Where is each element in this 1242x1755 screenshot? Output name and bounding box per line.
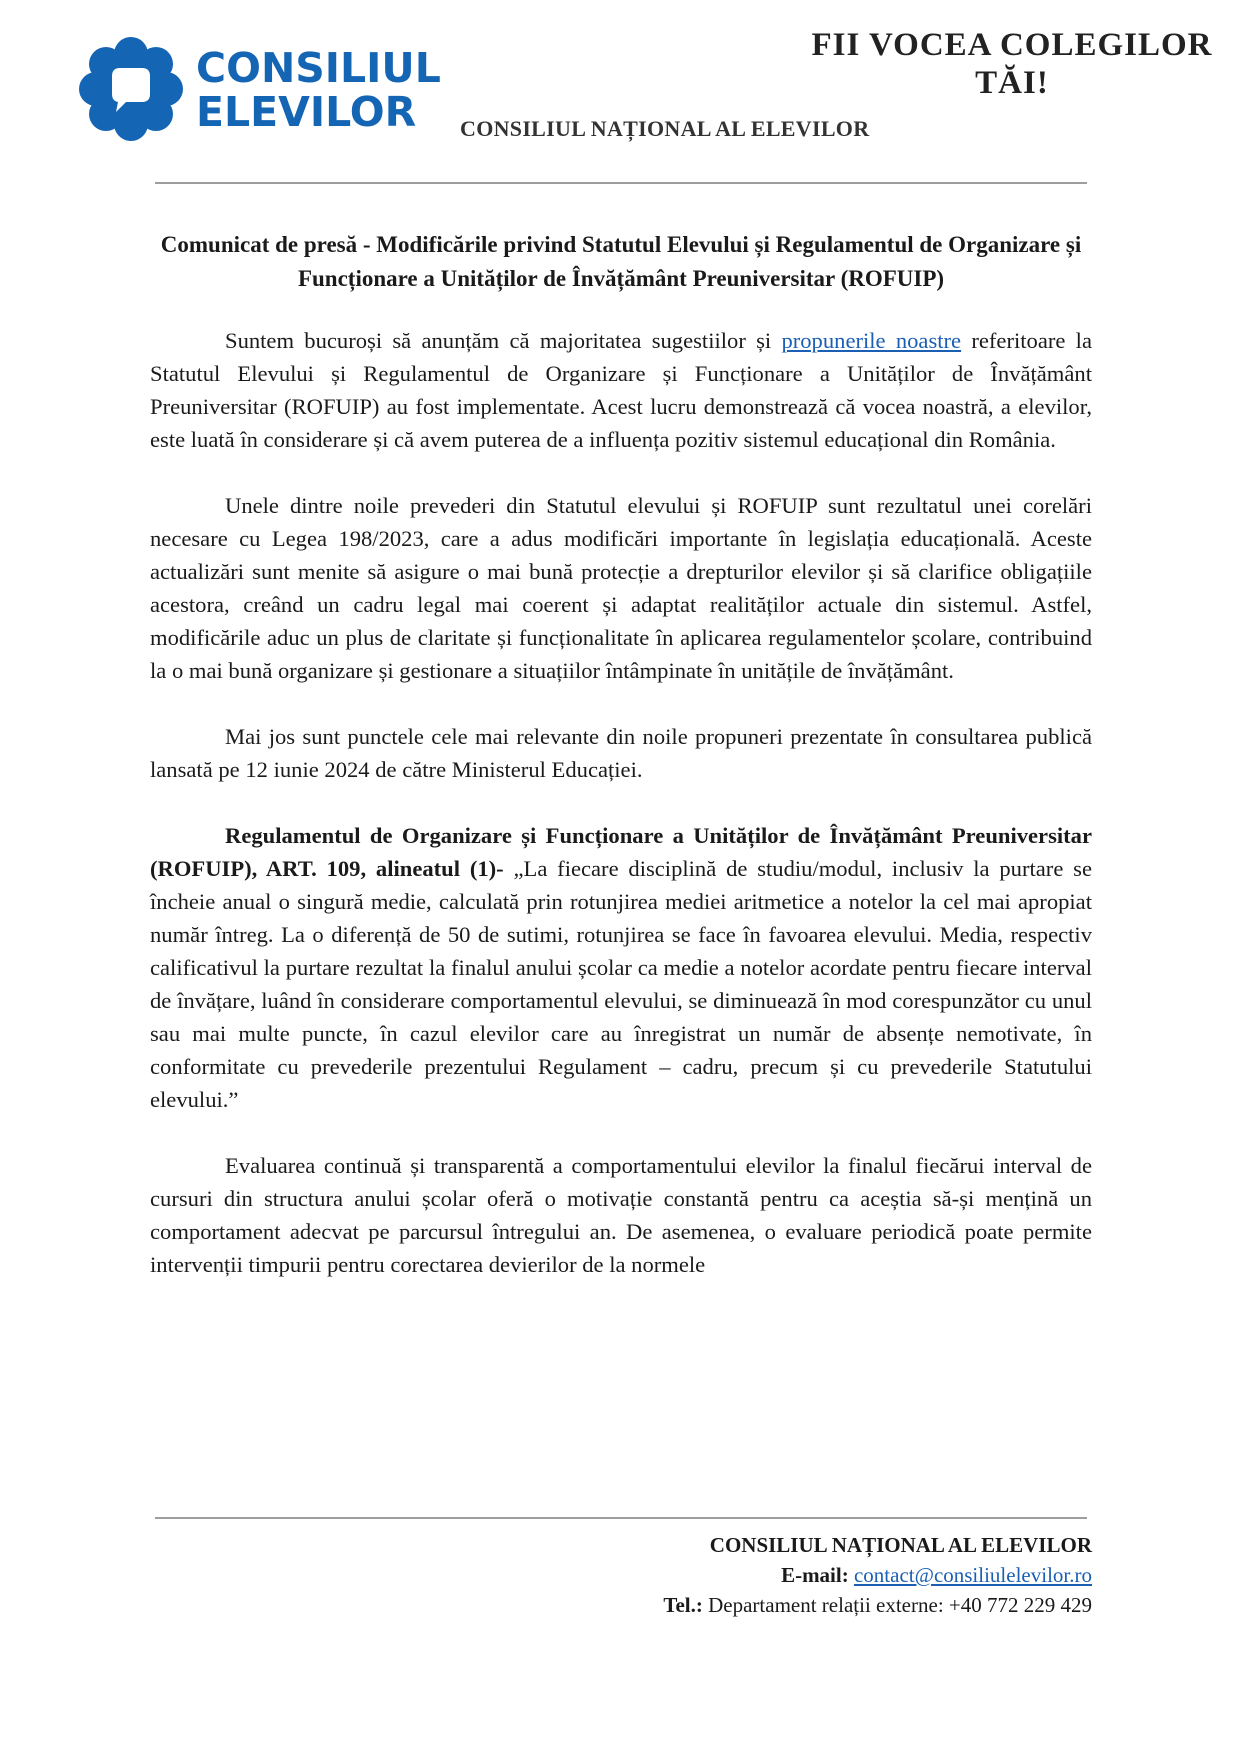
- rofuip-article-quote: „La fiecare disciplină de studiu/modul, inclusiv la purtare se încheie anual o singură medie, calculată prin rotunjirea mediei aritmetice a notelor la cel mai apropiat număr întreg. La o diferență de 50 de sutimi, rotunjirea se face în favoarea elevului. Media, respectiv calificativul la purtare rezultat la finalul anului școlar ca medie a notelor acordate pentru fiecare interval de învățare, luând în considerare comportamentul elevului, se diminuează în mod corespunzător cu unul sau mai multe puncte, în cazul elevilor care au înregistrat un număr de absențe nemotivate, în conformitate cu prevederile prezentului Regulament – cadru, precum și cu prevederile Statutului elevului.”: [150, 856, 1092, 1112]
- slogan-line-2: TĂI!: [975, 65, 1049, 101]
- document-title: Comunicat de presă - Modificările privind Statutul Elevului și Regulamentul de Organizare și Funcționare a Unităților de Învățământ Preuniversitar (ROFUIP): [160, 232, 1082, 291]
- paragraph-1-end: referitoare la Statutul Elevului și Regulamentul de Organizare și Funcționare a Unităților de Învățământ Preuniversitar (ROFUIP) au fost implementate. Acest lucru demonstrează că vocea noastră, a elevilor, este luată în considerare și că avem puterea de a influența pozitiv sistemul educațional din România.: [150, 328, 1092, 452]
- bottom-divider: [155, 1517, 1087, 1519]
- logo-wordmark: [196, 46, 441, 134]
- footer-organization: CONSILIUL NAȚIONAL AL ELEVILOR: [709, 1533, 1092, 1557]
- letterhead: [0, 0, 1242, 190]
- document-body: [150, 324, 1092, 1281]
- rofuip-article-reference: Regulamentul de Organizare și Funcționare a Unităților de Învățământ Preuniversitar (ROFUIP), ART. 109, alineatul (1)-: [150, 823, 1092, 881]
- phone-label: Tel.:: [663, 1593, 703, 1617]
- proposals-link[interactable]: propunerile noastre: [781, 328, 962, 353]
- email-label: E-mail:: [781, 1563, 849, 1587]
- header-organization: CONSILIUL NAȚIONAL AL ELEVILOR: [460, 116, 870, 141]
- paragraph-3: Mai jos sunt punctele cele mai relevante din noile propuneri prezentate în consultarea publică lansată pe 12 iunie 2024 de către Ministerul Educației.: [150, 724, 1092, 782]
- paragraph-1-start: Suntem bucuroși să anunțăm că majoritatea sugestiilor și: [225, 328, 782, 353]
- paragraph-2: Unele dintre noile prevederi din Statutul elevului și ROFUIP sunt rezultatul unei corelări necesare cu Legea 198/2023, care a adus modificări importante în legislația educațională. Aceste actualizări sunt menite să asigure o mai bună protecție a drepturilor elevilor și să clarifice obligațiile acestora, creând un cadru legal mai coerent și adaptat realităților actuale din sistemul. Astfel, modificările aduc un plus de claritate și funcționalitate în aplicarea regulamentelor școlare, contribuind la o mai bună organizare și gestionare a situațiilor întâmpinate în unitățile de învățământ.: [150, 493, 1092, 683]
- footer-contact: [392, 1530, 1092, 1620]
- top-divider: [155, 182, 1087, 184]
- council-logo-icon: [76, 34, 186, 144]
- paragraph-1: [150, 324, 1092, 456]
- phone-value: Departament relații externe: +40 772 229 429: [708, 1593, 1092, 1617]
- logo-line-2: ELEVILOR: [196, 88, 417, 136]
- email-link[interactable]: contact@consiliulelevilor.ro: [853, 1563, 1092, 1587]
- paragraph-5: Evaluarea continuă și transparentă a comportamentului elevilor la finalul fiecărui interval de cursuri din structura anului școlar oferă o motivație constantă pentru ca aceștia să-și mențină un comportament adecvat pe parcursul întregului an. De asemenea, o evaluare periodică poate permite intervenții timpurii pentru corectarea devierilor de la normele: [150, 1153, 1092, 1277]
- footer-email-row: [392, 1560, 1092, 1590]
- slogan: [802, 26, 1222, 102]
- logo-line-1: CONSILIUL: [196, 44, 441, 92]
- slogan-line-1: FII VOCEA COLEGILOR: [811, 27, 1213, 63]
- footer-phone-row: [392, 1590, 1092, 1620]
- paragraph-4: [150, 819, 1092, 1116]
